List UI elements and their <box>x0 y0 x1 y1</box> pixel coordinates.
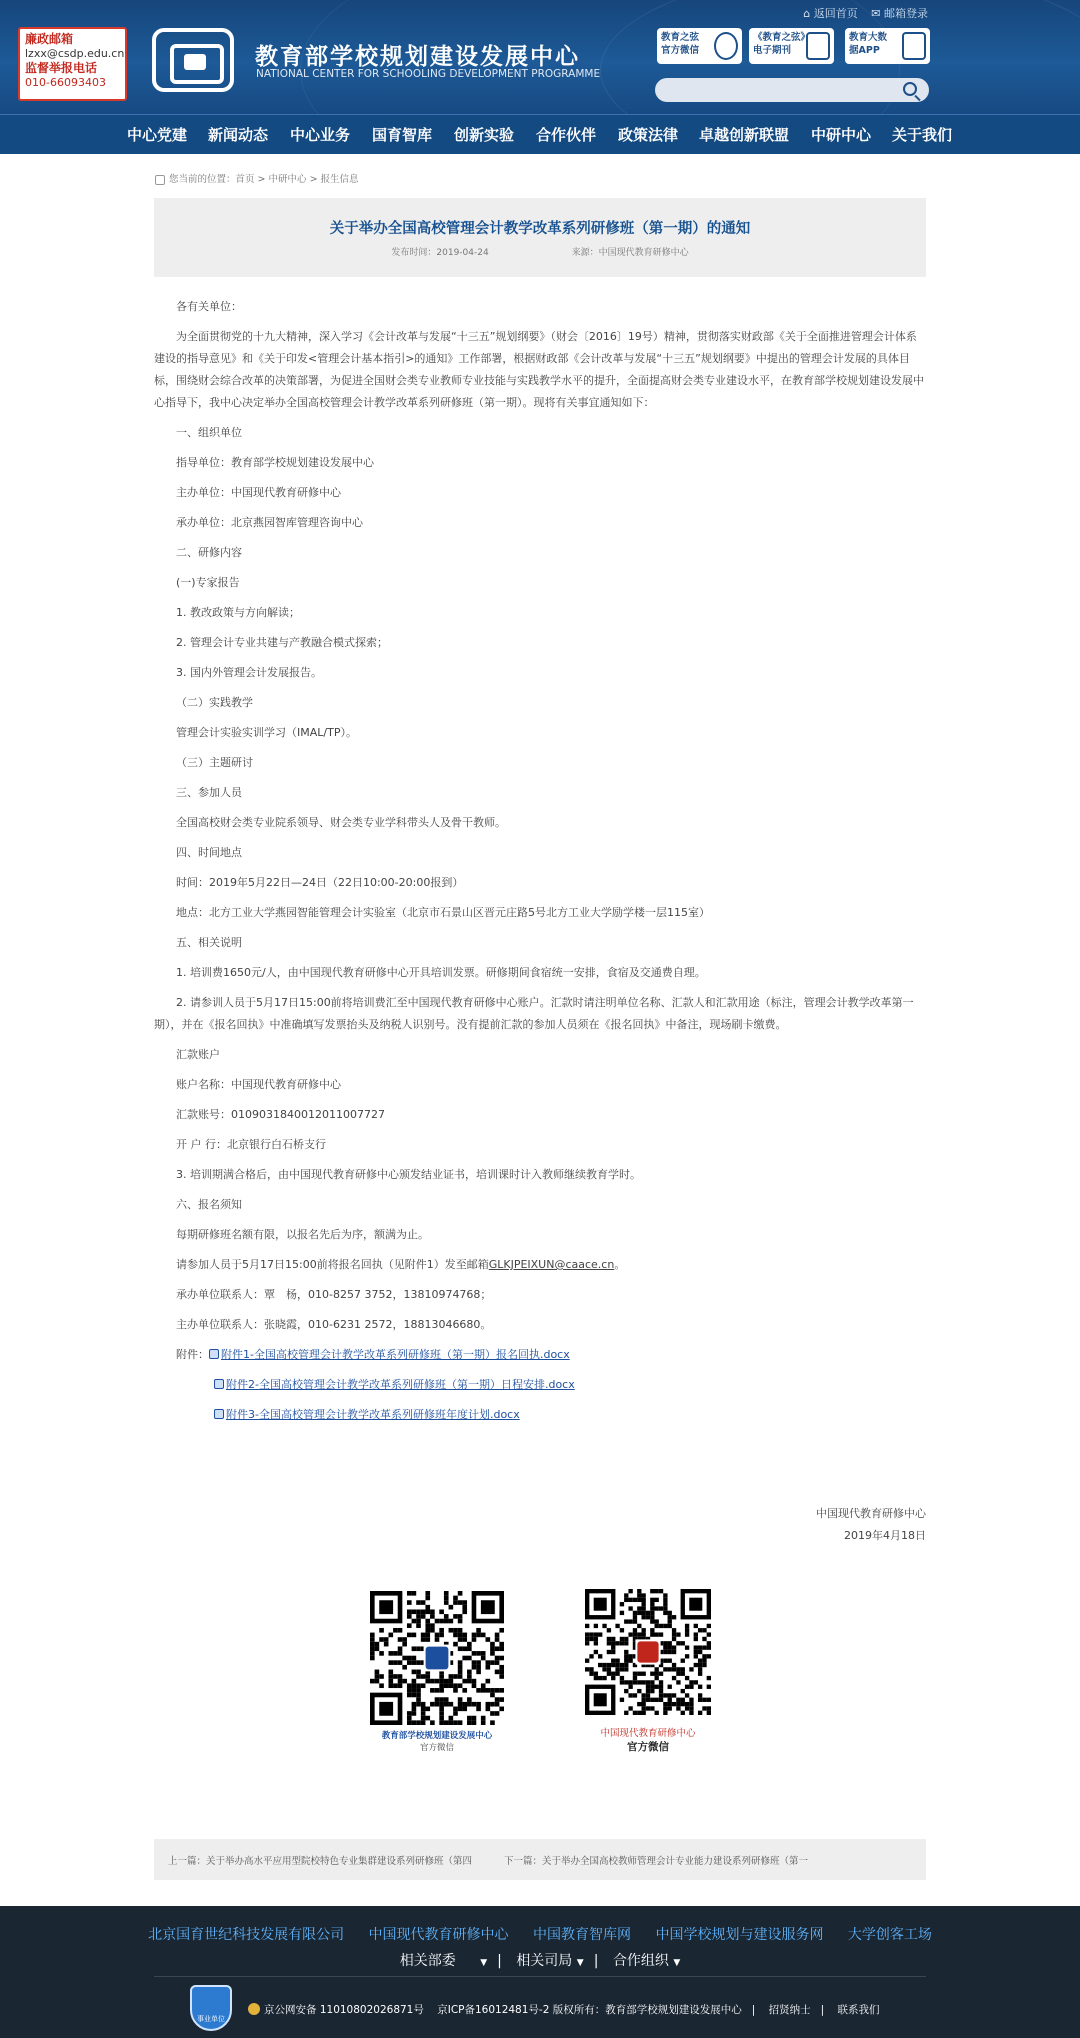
partners-dropdown[interactable]: 合作组织 ▼ <box>612 1953 681 1969</box>
section-heading: 一、组织单位 <box>176 426 242 439</box>
breadcrumb-section[interactable]: 中研中心 <box>268 174 307 185</box>
qr-caption <box>568 1725 728 1754</box>
top-links <box>793 5 928 21</box>
wechat-button[interactable] <box>657 28 742 64</box>
next-article-link[interactable]: 下一篇：关于举办全国高校教师管理会计专业能力建设系列研修班（第一 <box>504 1856 809 1867</box>
search-icon[interactable] <box>903 82 917 96</box>
sign-org: 中国现代教育研修中心 <box>816 1507 926 1520</box>
icp-record: 京ICP备16012481号-2 版权所有：教育部学校规划建设发展中心 <box>437 2004 742 2016</box>
paragraph: 3. 培训期满合格后，由中国现代教育研修中心颁发结业证书，培训课时计入教师继续教育学时。 <box>176 1168 641 1181</box>
footer-links <box>0 1924 1080 1944</box>
attachment-row <box>154 1374 926 1396</box>
paragraph: 主办单位：中国现代教育研修中心 <box>176 486 341 499</box>
paragraph: 账户名称：中国现代教育研修中心 <box>176 1078 341 1091</box>
paragraph: 主办单位联系人：张晓霞，010-6231 2572，18813046680。 <box>176 1318 492 1331</box>
qr-code-institute <box>585 1589 711 1715</box>
breadcrumb-label: 您当前的位置： <box>169 174 236 185</box>
doc-icon <box>214 1379 224 1389</box>
paragraph: 承办单位：北京燕园智库管理咨询中心 <box>176 516 363 529</box>
book-icon <box>806 32 830 60</box>
email-text-end: 。 <box>614 1258 626 1271</box>
police-badge-icon <box>248 2003 260 2015</box>
footer-divider <box>154 1976 926 1977</box>
wechat-line1: 教育之弦 <box>661 32 700 43</box>
nav-item[interactable]: 中心业务 <box>290 126 351 144</box>
doc-icon <box>214 1409 224 1419</box>
departments-dropdown[interactable]: 相关司局 ▼ <box>516 1953 584 1969</box>
signature <box>816 1503 926 1547</box>
ministries-dropdown[interactable]: 相关部委 ▼ <box>399 1953 488 1969</box>
section-heading: 五、相关说明 <box>176 936 242 949</box>
paragraph: 指导单位：教育部学校规划建设发展中心 <box>176 456 374 469</box>
footer-link[interactable]: 中国现代教育研修中心 <box>368 1927 509 1943</box>
attachment-link[interactable]: 附件3-全国高校管理会计教学改革系列研修班年度计划.docx <box>226 1408 520 1421</box>
site-title-en: NATIONAL CENTER FOR SCHOOLING DEVELOPMENT PROGRAMME <box>256 68 601 80</box>
prev-article-link[interactable]: 上一篇：关于举办高水平应用型院校特色专业集群建设系列研修班（第四 <box>168 1856 473 1867</box>
section-heading: 六、报名须知 <box>176 1198 242 1211</box>
footer-contact-link[interactable]: 联系我们 <box>837 2004 880 2016</box>
paragraph: 管理会计实验实训学习（IMAL/TP）。 <box>176 726 357 739</box>
app-line1: 教育大数 <box>849 32 888 43</box>
paragraph: 1. 培训费1650元/人，由中国现代教育研修中心开具培训发票。研修期间食宿统一安排，食宿及交通费自理。 <box>176 966 706 979</box>
page-title: 关于举办全国高校管理会计教学改革系列研修班（第一期）的通知 <box>329 221 751 237</box>
section-heading: 二、研修内容 <box>176 546 242 559</box>
attachment-row <box>154 1344 926 1366</box>
main-nav <box>0 114 1080 154</box>
paragraph: 每期研修班名额有限，以报名先后为序，额满为止。 <box>176 1228 429 1241</box>
sub-heading: (一)专家报告 <box>176 576 240 589</box>
mail-login-link[interactable]: ✉ 邮箱登录 <box>871 7 928 20</box>
prev-next-bar <box>154 1839 926 1880</box>
integrity-mailbox[interactable] <box>18 27 127 101</box>
paragraph: 3. 国内外管理会计发展报告。 <box>176 666 322 679</box>
attachment-row <box>154 1404 926 1426</box>
footer-link[interactable]: 中国教育智库网 <box>533 1927 631 1943</box>
ejournal-line2: 电子期刊 <box>753 45 792 56</box>
section-heading: 三、参加人员 <box>176 786 242 799</box>
qr-sub: 官方微信 <box>419 1743 454 1753</box>
site-footer <box>0 1906 1080 2038</box>
site-header <box>0 0 1080 114</box>
qr-title: 中国现代教育研修中心 <box>600 1728 696 1739</box>
qr-sub: 官方微信 <box>627 1741 669 1753</box>
ejournal-button[interactable] <box>749 28 834 64</box>
paragraph: 汇款账号：0109031840012011007727 <box>176 1108 385 1121</box>
nav-item[interactable]: 卓越创新联盟 <box>699 126 790 144</box>
footer-link[interactable]: 大学创客工场 <box>847 1927 932 1943</box>
article-header <box>154 198 926 277</box>
hotline-label: 监督举报电话 <box>25 60 98 75</box>
app-line2: 据APP <box>849 45 880 56</box>
nav-item[interactable]: 国育智库 <box>372 126 433 144</box>
nav-item[interactable]: 中研中心 <box>811 126 872 144</box>
breadcrumb-current[interactable]: 报生信息 <box>320 174 359 185</box>
home-link[interactable]: ⌂ 返回首页 <box>803 7 858 20</box>
doc-icon <box>209 1349 219 1359</box>
mailbox-email[interactable]: lzxx@csdp.edu.cn <box>25 47 125 60</box>
attachment-link[interactable]: 附件1-全国高校管理会计教学改革系列研修班（第一期）报名回执.docx <box>221 1348 570 1361</box>
app-button[interactable] <box>845 28 930 64</box>
greeting: 各有关单位： <box>176 300 242 313</box>
sub-heading: 汇款账户 <box>176 1048 220 1061</box>
footer-link[interactable]: 北京国育世纪科技发展有限公司 <box>148 1927 345 1943</box>
caret-icon: ▼ <box>480 1958 488 1968</box>
email-text: 请参加人员于5月17日15:00前将报名回执（见附件1）发至邮箱 <box>176 1258 489 1271</box>
nav-item[interactable]: 新闻动态 <box>208 126 269 144</box>
article-meta <box>154 245 926 258</box>
nav-item[interactable]: 关于我们 <box>892 126 953 144</box>
qr-code-center <box>370 1591 504 1725</box>
breadcrumb-home[interactable]: 首页 <box>235 174 255 185</box>
emblem-text: 事业单位 <box>197 2015 225 2023</box>
attachment-label: 附件： <box>176 1348 209 1361</box>
nav-item[interactable]: 中心党建 <box>127 126 188 144</box>
nav-item[interactable]: 政策法律 <box>618 126 679 144</box>
attachment-link[interactable]: 附件2-全国高校管理会计教学改革系列研修班（第一期）日程安排.docx <box>226 1378 575 1391</box>
caret-icon: ▼ <box>673 1958 681 1968</box>
paragraph: 2. 请参训人员于5月17日15:00前将培训费汇至中国现代教育研修中心账户。汇款时请注明单位名称、汇款人和汇款用途（标注，管理会计教学改革第一期），并在《报名回执》中准确填写发票抬头及纳税人识别号。没有提前汇款的参加人员须在《报名回执》中备注，现场刷卡缴费。 <box>154 996 914 1031</box>
sub-heading: （三）主题研讨 <box>176 756 253 769</box>
qr-code-image <box>585 1589 711 1715</box>
qr-caption <box>370 1729 504 1753</box>
logo-icon[interactable] <box>152 28 234 92</box>
police-record[interactable]: 京公网安备 11010802026871号 <box>248 2004 424 2016</box>
footer-selects: 相关部委 ▼ | 相关司局 ▼ | 合作组织 ▼ <box>399 1953 681 1969</box>
search-input[interactable] <box>655 78 929 102</box>
footer-recruit-link[interactable]: 招贤纳士 <box>768 2004 811 2016</box>
paragraph: 1. 教改政策与方向解读； <box>176 606 300 619</box>
signup-email-link[interactable]: GLKJPEIXUN@caace.cn <box>488 1258 615 1271</box>
home-icon <box>155 175 165 185</box>
wechat-line2: 官方微信 <box>661 45 700 56</box>
section-heading: 四、时间地点 <box>176 846 242 859</box>
intro-paragraph: 为全面贯彻党的十九大精神，深入学习《会计改革与发展“十三五”规划纲要》（财会〔2016〕19号）精神，贯彻落实财政部《关于全面推进管理会计体系建设的指导意见》和《关于印发<管理会计基本指引>的通知》工作部署，根据财政部《会计改革与发展“十三五”规划纲要》中提出的管理会计发展的具体目标，围绕财会综合改革的决策部署，为促进全国财会类专业教师专业技能与实践教学水平的提升，全面提高财会类专业建设水平，在教育部学校规划建设发展中心指导下，我中心决定举办全国高校管理会计教学改革系列研修班（第一期）。现将有关事宜通知如下： <box>154 330 924 409</box>
caret-icon: ▼ <box>576 1958 584 1968</box>
footer-bottom: 京公网安备 11010802026871号 京ICP备16012481号-2 版权所有：教育部学校规划建设发展中心 | 招贤纳士 | 联系我们 <box>248 2002 890 2017</box>
sub-heading: （二）实践教学 <box>176 696 253 709</box>
publish-date: 发布时间：2019-04-24 <box>391 248 489 258</box>
sign-date: 2019年4月18日 <box>844 1529 926 1542</box>
public-institution-emblem[interactable] <box>190 1985 232 2031</box>
nav-item[interactable]: 创新实验 <box>454 126 515 144</box>
breadcrumb: 您当前的位置：首页 > 中研中心 > 报生信息 <box>155 171 359 185</box>
article-body <box>154 296 926 1434</box>
phone-icon <box>902 32 926 60</box>
footer-link[interactable]: 中国学校规划与建设服务网 <box>655 1927 824 1943</box>
paragraph: 承办单位联系人：覃 杨，010-8257 3752，13810974768； <box>176 1288 492 1301</box>
mailbox-title: 廉政邮箱 <box>25 32 74 46</box>
nav-item[interactable]: 合作伙伴 <box>536 126 597 144</box>
hotline-number: 010-66093403 <box>25 75 106 89</box>
site-title[interactable]: 教育部学校规划建设发展中心 <box>255 44 580 70</box>
wechat-icon <box>714 32 738 60</box>
paragraph <box>154 1254 926 1276</box>
paragraph: 时间：2019年5月22日—24日（22日10:00-20:00报到） <box>176 876 464 889</box>
paragraph: 地点：北方工业大学燕园智能管理会计实验室（北京市石景山区晋元庄路5号北方工业大学励学楼一层115室） <box>176 906 710 919</box>
qr-title: 教育部学校规划建设发展中心 <box>381 1731 493 1741</box>
ejournal-line1: 《教育之弦》 <box>753 32 811 43</box>
article-source: 来源：中国现代教育研修中心 <box>571 248 689 258</box>
qr-code-image <box>370 1591 504 1725</box>
paragraph: 2. 管理会计专业共建与产教融合模式探索； <box>176 636 388 649</box>
paragraph: 开 户 行：北京银行白石桥支行 <box>176 1138 326 1151</box>
paragraph: 全国高校财会类专业院系领导、财会类专业学科带头人及骨干教师。 <box>176 816 506 829</box>
